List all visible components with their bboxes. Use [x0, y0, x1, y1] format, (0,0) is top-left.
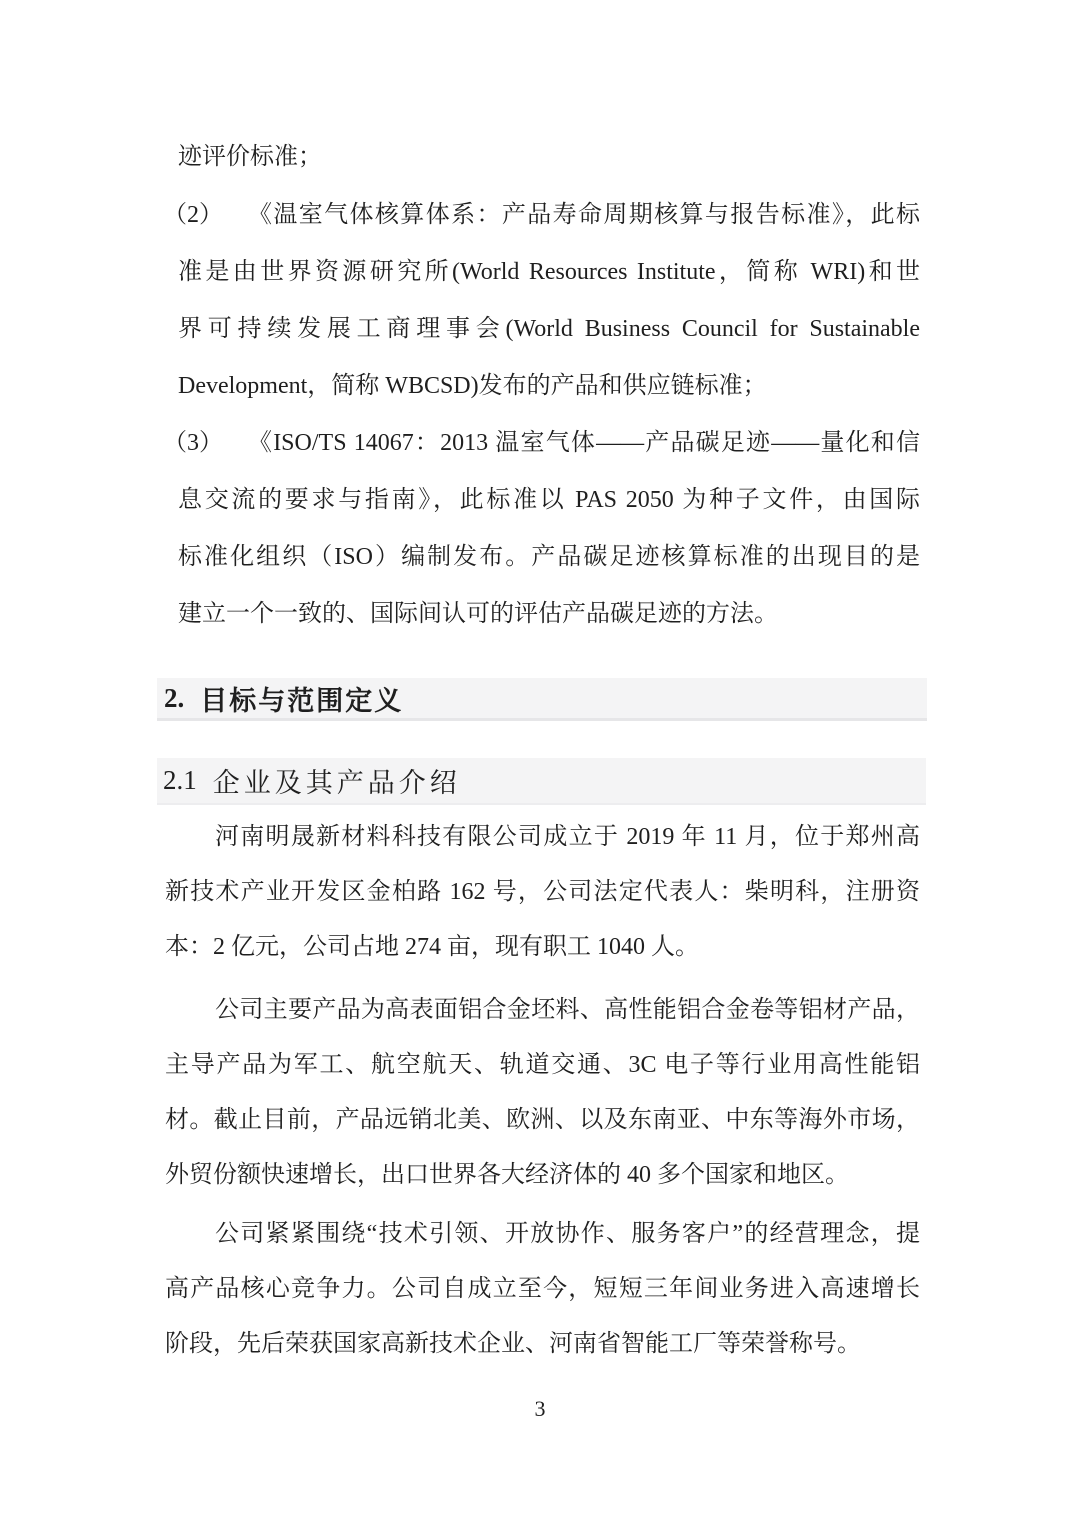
list-item-3-first-line — [163, 428, 920, 458]
list-item-3-marker: （3） — [163, 430, 223, 456]
list-item-3-line-4: 建立一个一致的、国际间认可的评估产品碳足迹的方法。 — [178, 601, 778, 627]
list-item-2-line-4: Development，简称 WBCSD)发布的产品和供应链标准； — [178, 373, 767, 399]
list-item-2-marker: （2） — [163, 202, 223, 228]
list-item-3-line-2: 息交流的要求与指南》，此标准以 PAS 2050 为种子文件，由国际 — [178, 487, 920, 513]
paragraph-1-line-3: 本：2 亿元，公司占地 274 亩，现有职工 1040 人。 — [165, 934, 699, 960]
subsection-heading — [157, 758, 926, 805]
paragraph-1-line-1: 河南明晟新材料科技有限公司成立于 2019 年 11 月，位于郑州高 — [215, 824, 920, 850]
paragraph-3-line-3: 阶段，先后荣获国家高新技术企业、河南省智能工厂等荣誉称号。 — [165, 1331, 861, 1357]
paragraph-2-line-2: 主导产品为军工、航空航天、轨道交通、3C 电子等行业用高性能铝 — [165, 1052, 920, 1078]
section-heading — [157, 678, 927, 721]
paragraph-2-line-3: 材。截止目前，产品远销北美、欧洲、以及东南亚、中东等海外市场， — [165, 1107, 920, 1133]
paragraph-2-line-4: 外贸份额快速增长，出口世界各大经济体的 40 多个国家和地区。 — [165, 1162, 849, 1188]
paragraph-3-line-1: 公司紧紧围绕“技术引领、开放协作、服务客户”的经营理念，提 — [215, 1221, 920, 1247]
paragraph-2-line-1: 公司主要产品为高表面铝合金坯料、高性能铝合金卷等铝材产品， — [215, 997, 920, 1023]
list-item-3-text: 《ISO/TS 14067：2013 温室气体——产品碳足迹——量化和信 — [248, 430, 920, 456]
section-heading-title: 目标与范围定义 — [200, 685, 404, 716]
list-item-1-tail-line: 迹评价标准； — [178, 144, 322, 170]
page-number: 3 — [534, 1396, 546, 1421]
subsection-heading-number: 2.1 — [163, 765, 197, 795]
subsection-heading-title: 企业及其产品介绍 — [212, 768, 461, 798]
list-item-2-first-line — [163, 200, 920, 230]
list-item-2-line-3: 界可持续发展工商理事会(World Business Council for Sustainable — [178, 316, 920, 342]
paragraph-1-line-2: 新技术产业开发区金柏路 162 号，公司法定代表人：柴明科，注册资 — [165, 879, 920, 905]
list-item-3-line-3: 标准化组织（ISO）编制发布。产品碳足迹核算标准的出现目的是 — [178, 544, 920, 570]
paragraph-3-line-2: 高产品核心竞争力。公司自成立至今，短短三年间业务进入高速增长 — [165, 1276, 920, 1302]
list-item-2-line-2: 准是由世界资源研究所(World Resources Institute，简称 WRI)和世 — [178, 259, 920, 285]
section-heading-number: 2. — [164, 682, 185, 713]
list-item-2-text: 《温室气体核算体系：产品寿命周期核算与报告标准》，此标 — [248, 202, 920, 228]
